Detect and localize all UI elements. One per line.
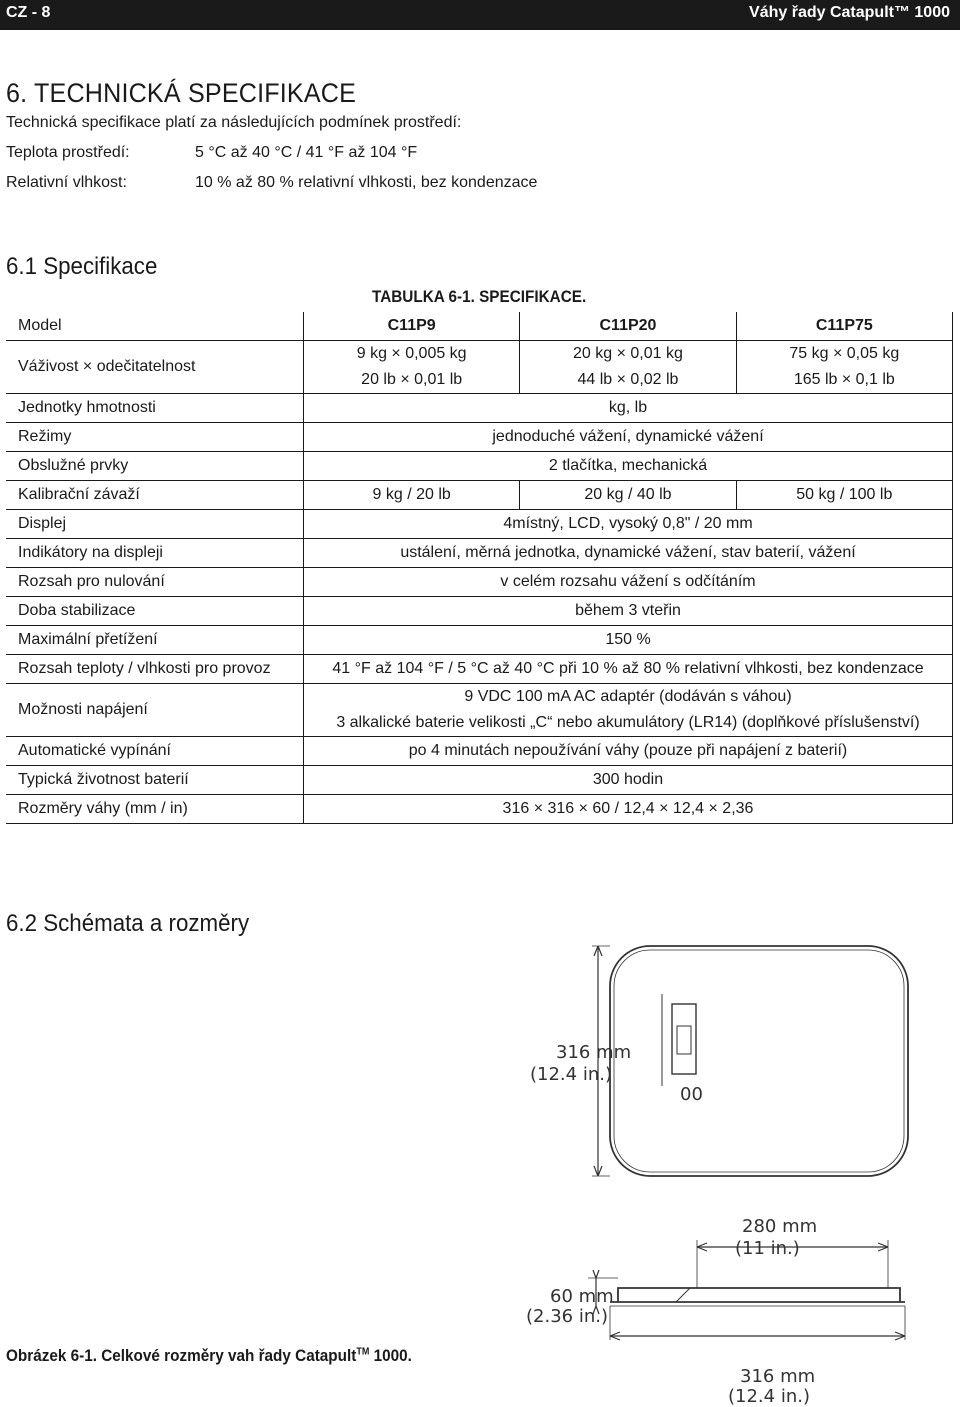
- value-cell: 50 kg / 100 lb: [736, 481, 952, 510]
- row-label: Rozsah teploty / vlhkosti pro provoz: [6, 655, 304, 684]
- caption-tm: TM: [356, 1346, 370, 1358]
- row-label: Indikátory na displeji: [6, 539, 304, 568]
- model-cell: C11P20: [520, 312, 736, 341]
- display-outline: [672, 1004, 696, 1074]
- caption-text: Obrázek 6-1. Celkové rozměry vah řady Catapult: [6, 1346, 357, 1365]
- condition-label: Relativní vlhkost:: [6, 174, 127, 191]
- cell-line: 20 kg × 0,01 kg: [573, 345, 683, 362]
- figure-caption: [6, 1346, 412, 1366]
- front-display-step: [676, 1288, 690, 1302]
- value-cell: 4místný, LCD, vysoký 0,8" / 20 mm: [304, 510, 953, 539]
- cell-line: 20 lb × 0,01 lb: [361, 371, 463, 388]
- value-cell: 2 tlačítka, mechanická: [304, 452, 953, 481]
- value-cell: 9 kg / 20 lb: [304, 481, 520, 510]
- cell-line: 165 lb × 0,1 lb: [793, 371, 895, 388]
- scale-top-inner: [614, 950, 904, 1172]
- row-label: Rozsah pro nulování: [6, 568, 304, 597]
- cell-line: 9 kg × 0,005 kg: [356, 345, 467, 362]
- model-cell: C11P9: [304, 312, 520, 341]
- value-cell: 41 °F až 104 °F / 5 °C až 40 °C při 10 % až 80 % relativní vlhkosti, bez kondenzace: [304, 655, 953, 684]
- row-label: Váživost × odečitatelnost: [6, 341, 304, 394]
- row-label: Obslužné prvky: [6, 452, 304, 481]
- row-label: Model: [6, 312, 304, 341]
- cell-line: 9 VDC 100 mA AC adaptér (dodáván s váhou): [464, 688, 792, 705]
- value-cell: v celém rozsahu vážení s odčítáním: [304, 568, 953, 597]
- dim-width-in: (11 in.): [735, 1238, 800, 1259]
- value-cell: během 3 vteřin: [304, 597, 953, 626]
- value-cell: 300 hodin: [304, 766, 953, 795]
- value-cell: kg, lb: [304, 394, 953, 423]
- value-cell: 20 kg / 40 lb: [520, 481, 736, 510]
- dim-depth-in: (12.4 in.): [530, 1064, 612, 1085]
- header-title: Váhy řady Catapult™ 1000: [749, 4, 950, 21]
- scale-front-view: [610, 1288, 905, 1302]
- cell-line: 75 kg × 0,05 kg: [789, 345, 900, 362]
- condition-value: 5 °C až 40 °C / 41 °F až 104 °F: [195, 144, 418, 161]
- value-cell: jednoduché vážení, dynamické vážení: [304, 423, 953, 452]
- condition-label: Teplota prostředí:: [6, 144, 130, 161]
- row-label: Displej: [6, 510, 304, 539]
- value-cell: po 4 minutách nepoužívání váhy (pouze při napájení z baterií): [304, 737, 953, 766]
- subsection-title: 6.2 Schémata a rozměry: [6, 910, 250, 937]
- intro-text: Technická specifikace platí za následujících podmínek prostředí:: [6, 114, 462, 131]
- dim-width-mm: 280 mm: [742, 1216, 818, 1237]
- dim-height-in: (2.36 in.): [526, 1306, 608, 1327]
- row-label: Rozměry váhy (mm / in): [6, 795, 304, 824]
- value-cell: 150 %: [304, 626, 953, 655]
- condition-value: 10 % až 80 % relativní vlhkosti, bez kondenzace: [195, 174, 538, 191]
- value-cell: 316 × 316 × 60 / 12,4 × 12,4 × 2,36: [304, 795, 953, 824]
- value-cell: ustálení, měrná jednotka, dynamické vážení, stav baterií, vážení: [304, 539, 953, 568]
- dim-depth-mm: 316 mm: [556, 1042, 632, 1063]
- page-number: CZ - 8: [6, 4, 51, 21]
- row-label: Maximální přetížení: [6, 626, 304, 655]
- row-label: Jednotky hmotnosti: [6, 394, 304, 423]
- row-label: Typická životnost baterií: [6, 766, 304, 795]
- dim-bottom-in: (12.4 in.): [728, 1386, 810, 1407]
- row-label: Doba stabilizace: [6, 597, 304, 626]
- row-label: Kalibrační závaží: [6, 481, 304, 510]
- section-title: 6. TECHNICKÁ SPECIFIKACE: [6, 78, 357, 108]
- cell-line: 44 lb × 0,02 lb: [577, 371, 679, 388]
- row-label: Možnosti napájení: [6, 684, 304, 737]
- row-label: Režimy: [6, 423, 304, 452]
- dim-bottom-mm: 316 mm: [740, 1366, 816, 1387]
- display-readout: 00: [680, 1084, 703, 1105]
- display-window: [677, 1026, 691, 1054]
- scale-top-view: [610, 946, 908, 1176]
- cell-line: 3 alkalické baterie velikosti „C“ nebo akumulátory (LR14) (doplňkové příslušenství): [336, 714, 920, 731]
- row-label: Automatické vypínání: [6, 737, 304, 766]
- dim-height-mm: 60 mm: [550, 1286, 614, 1307]
- subsection-title: 6.1 Specifikace: [6, 253, 158, 280]
- table-caption: TABULKA 6-1. SPECIFIKACE.: [372, 287, 587, 306]
- caption-end: 1000.: [369, 1346, 412, 1365]
- model-cell: C11P75: [736, 312, 952, 341]
